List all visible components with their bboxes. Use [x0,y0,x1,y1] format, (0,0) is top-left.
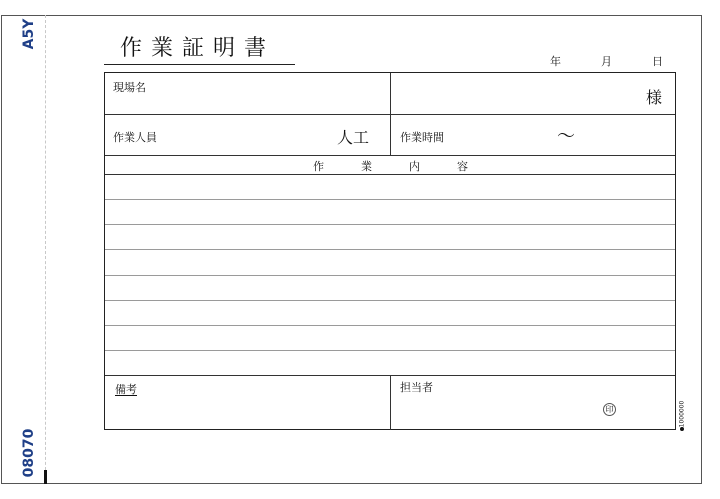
product-code-top: A5Y [21,18,37,50]
print-dot [680,427,684,431]
workers-field[interactable] [185,115,335,155]
content-header-char: 容 [457,160,468,173]
honorific-sama: 様 [646,88,663,107]
person-in-charge-field[interactable] [391,376,676,430]
time-range-separator: ～ [557,126,575,147]
date-year-label: 年 [550,55,561,68]
perforation-tick [44,470,47,484]
date-day-label: 日 [652,55,663,68]
content-header-char: 作 [313,160,324,173]
print-number: 1000000 [678,400,686,428]
workers-label: 作業人員 [113,131,157,144]
work-content-area[interactable] [105,175,675,375]
content-header-char: 内 [409,160,420,173]
perforation-line [45,15,46,480]
row-divider [105,155,675,156]
work-certificate-form [104,72,676,430]
remarks-label: 備考 [115,383,137,396]
person-in-charge-label: 担当者 [400,381,433,394]
remarks-field[interactable] [105,376,390,430]
workers-unit: 人工 [337,128,370,147]
content-header-char: 業 [361,160,372,173]
client-name-field[interactable] [391,73,676,114]
document-title: 作業証明書 [104,34,295,65]
site-name-label: 現場名 [113,81,146,94]
site-name-field[interactable] [105,73,390,114]
work-time-label: 作業時間 [400,131,444,144]
seal-mark: 印 [603,403,616,416]
date-month-label: 月 [601,55,612,68]
product-code-bottom: 08070 [21,428,37,478]
